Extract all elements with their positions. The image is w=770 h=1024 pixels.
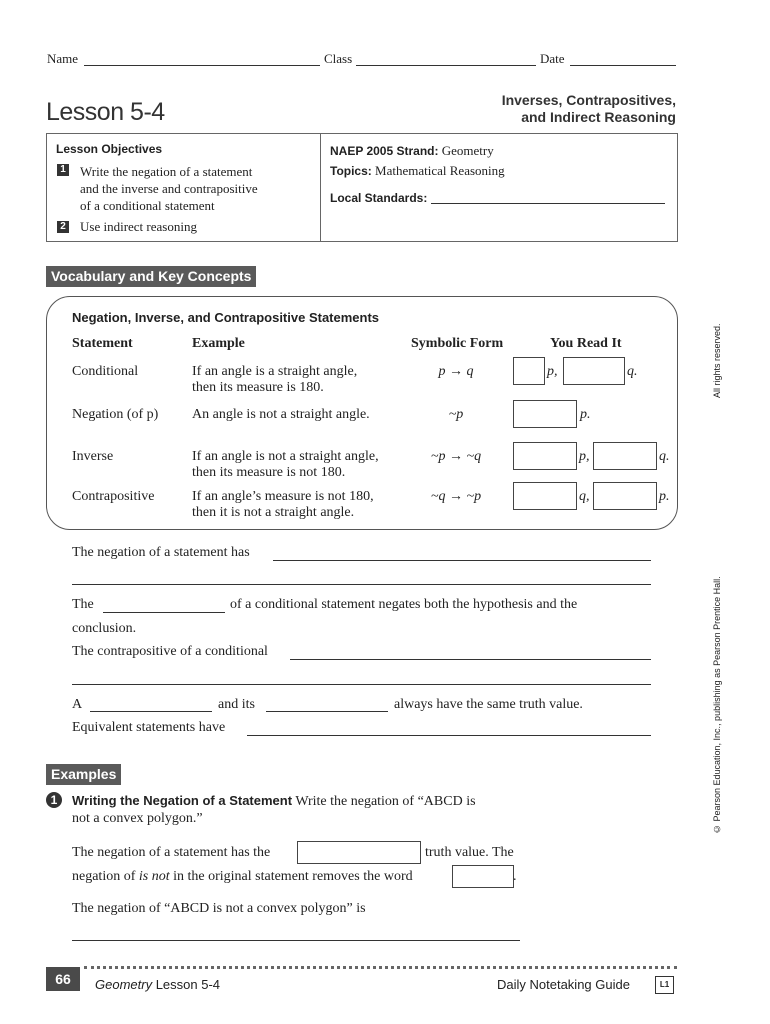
- fill-equivalent: Equivalent statements have: [72, 720, 226, 735]
- example-line-1a: The negation of a statement has the: [72, 845, 271, 860]
- example-1-number: 1: [46, 792, 62, 808]
- footer-guide: Daily Notetaking Guide: [497, 977, 630, 992]
- row-inverse-symbolic: ~p → ~q: [430, 449, 482, 464]
- lesson-title: Lesson 5-4: [46, 98, 165, 126]
- col-example: Example: [192, 336, 245, 351]
- footer-book-title: Geometry: [95, 977, 153, 992]
- removed-word-box[interactable]: [452, 865, 514, 888]
- example-line-2d: .: [513, 869, 517, 884]
- inverse-read-a: p,: [579, 449, 590, 464]
- col-statement: Statement: [72, 336, 133, 351]
- row-negation-statement: Negation (of p): [72, 407, 159, 422]
- topic-line-1: Inverses, Contrapositives,: [501, 92, 676, 108]
- fill-inverse-the: The: [72, 597, 94, 612]
- example-line-2b: is not: [138, 869, 170, 884]
- contrapositive-read-a: q,: [579, 489, 590, 504]
- topics-value: Mathematical Reasoning: [375, 163, 505, 178]
- fill-contrapositive-blank-2[interactable]: [72, 684, 651, 685]
- objective-2-text: Use indirect reasoning: [80, 219, 197, 234]
- vocab-section-title: Vocabulary and Key Concepts: [46, 266, 256, 287]
- example-1-heading: [72, 793, 476, 810]
- vocab-box-title: Negation, Inverse, and Contrapositive Statements: [72, 310, 380, 325]
- contrapositive-read-box-1[interactable]: [513, 482, 577, 510]
- row-conditional-statement: Conditional: [72, 364, 139, 379]
- footer-lesson: Lesson 5-4: [155, 977, 221, 992]
- name-label: Name: [47, 51, 79, 66]
- example-1-prompt: Write the negation of “ABCD is: [295, 794, 476, 809]
- row-inverse-statement: Inverse: [72, 449, 114, 464]
- negation-read-a: p.: [580, 407, 591, 422]
- row-inverse-example: [192, 449, 379, 481]
- footer-book: [95, 977, 220, 992]
- conditional-read-box-2[interactable]: [563, 357, 625, 385]
- date-label: Date: [540, 51, 565, 66]
- page-number: 66: [46, 967, 80, 991]
- conditional-read-a: p,: [547, 364, 558, 379]
- example-line-1b: truth value. The: [425, 845, 514, 860]
- example-line-2: [72, 869, 413, 885]
- contrapositive-read-b: p.: [659, 489, 670, 504]
- col-read: You Read It: [550, 336, 622, 351]
- class-field[interactable]: [356, 65, 536, 66]
- truth-value-box[interactable]: [297, 841, 421, 864]
- name-field[interactable]: [84, 65, 320, 66]
- fill-and-its-blank[interactable]: [266, 711, 388, 712]
- class-label: Class: [324, 51, 353, 66]
- example-1-prompt-2: not a convex polygon.”: [72, 811, 203, 826]
- objectives-box: [46, 133, 678, 242]
- row-contrapositive-statement: Contrapositive: [72, 489, 155, 504]
- example-line-2a: negation of: [72, 869, 136, 884]
- fill-a: A: [72, 697, 83, 712]
- fill-negation: The negation of a statement has: [72, 545, 250, 560]
- local-standards-label: Local Standards:: [330, 191, 428, 205]
- lesson-topic: [502, 92, 676, 126]
- level-badge: L1: [655, 976, 674, 994]
- example-line-3: The negation of “ABCD is not a convex polygon” is: [72, 901, 366, 916]
- objective-1-text: [80, 163, 258, 214]
- naep-label: NAEP 2005 Strand:: [330, 144, 439, 158]
- row-conditional-example: [192, 364, 357, 396]
- row-conditional-example-line-2: then its measure is 180.: [192, 380, 324, 395]
- objective-1-line-3: of a conditional statement: [80, 198, 215, 213]
- conditional-read-b: q.: [627, 364, 638, 379]
- fill-inverse-blank[interactable]: [103, 612, 225, 613]
- row-negation-example: An angle is not a straight angle.: [192, 407, 370, 422]
- fill-negation-blank-1[interactable]: [273, 560, 651, 561]
- local-standards-field[interactable]: [431, 203, 665, 204]
- row-inverse-example-line-2: then its measure is not 180.: [192, 465, 346, 480]
- rights-notice: All rights reserved.: [712, 323, 722, 398]
- fill-inverse-conclusion: conclusion.: [72, 621, 137, 636]
- topic-line-2: and Indirect Reasoning: [521, 109, 676, 125]
- naep-line: [330, 143, 494, 159]
- fill-negation-blank-2[interactable]: [72, 584, 651, 585]
- row-contrapositive-example-line-1: If an angle’s measure is not 180,: [192, 489, 374, 504]
- fill-contrapositive-blank-1[interactable]: [290, 659, 651, 660]
- objectives-divider: [320, 134, 321, 241]
- col-symbolic: Symbolic Form: [411, 336, 504, 351]
- row-conditional-example-line-1: If an angle is a straight angle,: [192, 364, 358, 379]
- row-negation-symbolic: ~p: [448, 407, 464, 422]
- objective-1-number: 1: [57, 164, 69, 176]
- row-contrapositive-symbolic: ~q → ~p: [430, 489, 482, 504]
- example-answer-blank[interactable]: [72, 940, 520, 941]
- examples-section-title: Examples: [46, 764, 121, 785]
- inverse-read-box-2[interactable]: [593, 442, 657, 470]
- objectives-title: Lesson Objectives: [56, 142, 163, 156]
- naep-value: Geometry: [441, 143, 494, 158]
- copyright-notice: © Pearson Education, Inc., publishing as Pearson Prentice Hall.: [712, 576, 722, 834]
- footer-dots: [84, 966, 677, 969]
- objective-1-line-2: and the inverse and contrapositive: [80, 181, 258, 196]
- date-field[interactable]: [570, 65, 676, 66]
- contrapositive-read-box-2[interactable]: [593, 482, 657, 510]
- row-contrapositive-example: [192, 489, 374, 521]
- topics-line: [330, 163, 505, 179]
- fill-truth-value: always have the same truth value.: [394, 697, 583, 712]
- inverse-read-box-1[interactable]: [513, 442, 577, 470]
- row-conditional-symbolic: p → q: [438, 364, 474, 379]
- example-1-title: Writing the Negation of a Statement: [72, 793, 293, 808]
- inverse-read-b: q.: [659, 449, 670, 464]
- fill-contrapositive: The contrapositive of a conditional: [72, 644, 268, 659]
- fill-inverse-text: of a conditional statement negates both the hypothesis and the: [230, 597, 578, 612]
- negation-read-box[interactable]: [513, 400, 577, 428]
- objective-2-number: 2: [57, 221, 69, 233]
- example-line-2c: in the original statement removes the word: [173, 869, 413, 884]
- objective-1-line-1: Write the negation of a statement: [80, 164, 253, 179]
- fill-a-blank[interactable]: [90, 711, 212, 712]
- row-contrapositive-example-line-2: then it is not a straight angle.: [192, 505, 355, 520]
- fill-equivalent-blank[interactable]: [247, 735, 651, 736]
- topics-label: Topics:: [330, 164, 372, 178]
- row-inverse-example-line-1: If an angle is not a straight angle,: [192, 449, 379, 464]
- conditional-read-box-1[interactable]: [513, 357, 545, 385]
- fill-and-its: and its: [218, 697, 255, 712]
